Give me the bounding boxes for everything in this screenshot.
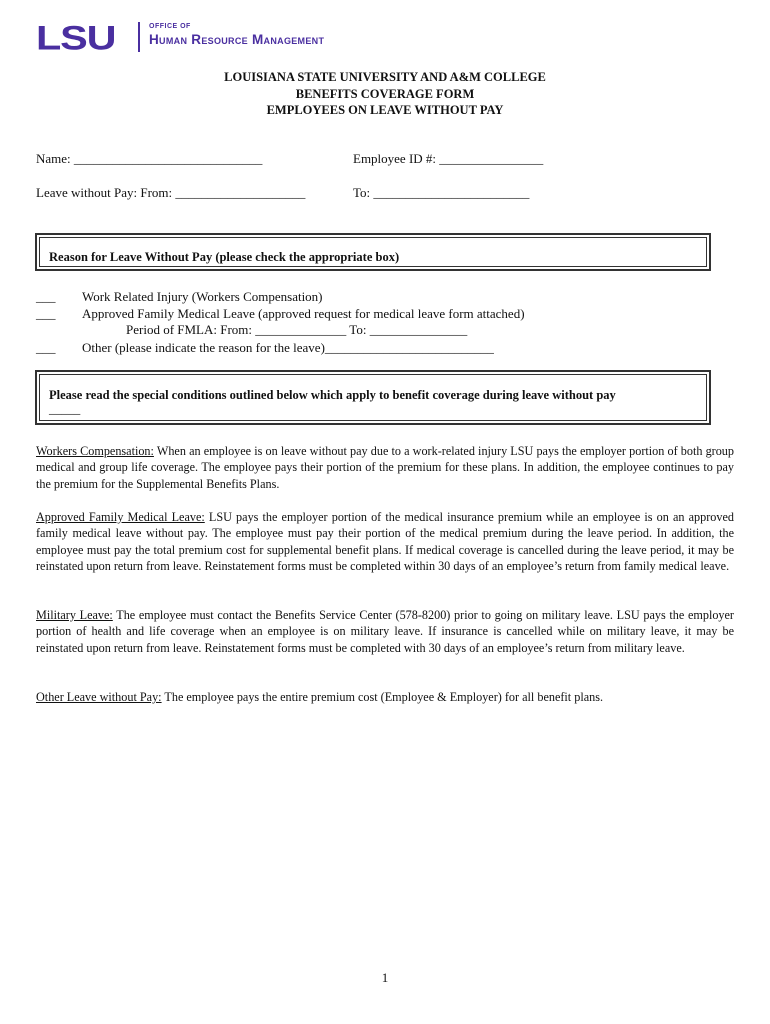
fmla-period-label[interactable]: Period of FMLA: From: ______________ To: _______________	[126, 322, 468, 337]
form-title	[0, 69, 770, 119]
title-line-1: LOUISIANA STATE UNIVERSITY AND A&M COLLEGE	[224, 70, 546, 84]
paragraph-heading: Other Leave without Pay:	[36, 690, 162, 704]
checkbox-blank[interactable]: ___	[36, 306, 56, 321]
paragraph-heading: Workers Compensation:	[36, 444, 154, 458]
reason-label: Work Related Injury (Workers Compensation)	[82, 289, 323, 304]
title-line-3: EMPLOYEES ON LEAVE WITHOUT PAY	[266, 103, 504, 117]
leave-from-field[interactable]: Leave without Pay: From: ____________________	[36, 185, 306, 200]
paragraph-body: The employee must contact the Benefits Service Center (578-8200) prior to going on military leave. LSU pays the employer portion of health and life coverage when an employee is on military leave. If insurance is cancelled while on military leave, it may be reinstated upon return from leave. Reinstatement forms must be completed with 30 days of an employee’s return from military leave.	[36, 608, 734, 655]
checkbox-blank[interactable]: ___	[36, 289, 56, 304]
checkbox-blank[interactable]: ___	[36, 340, 56, 355]
logo-divider	[138, 22, 140, 52]
paragraph-workers-compensation	[36, 443, 734, 492]
employee-id-field[interactable]: Employee ID #: ________________	[353, 151, 544, 166]
conditions-box	[35, 370, 711, 425]
logo-office-of: OFFICE OF	[149, 23, 191, 30]
conditions-box-heading: Please read the special conditions outlined below which apply to benefit coverage during leave without pay	[49, 388, 616, 402]
paragraph-other-leave	[36, 689, 734, 705]
paragraph-body: When an employee is on leave without pay due to a work-related injury LSU pays the employer portion of both group medical and group life coverage. The employee pays their portion of the premium for these plans. In addition, the employee continues to pay the premium for the Supplemental Benefits Plans.	[36, 444, 734, 491]
reason-label[interactable]: Other (please indicate the reason for the leave)__________________________	[82, 340, 494, 355]
logo-department: Human Resource Management	[149, 32, 325, 47]
reason-box-heading: Reason for Leave Without Pay (please check the appropriate box)	[49, 250, 400, 264]
paragraph-body: LSU pays the employer portion of the medical insurance premium while an employee is on an approved family medical leave without pay. The employee must pay their portion of the medical premium during the leave period. In addition, the employee must pay the total premium cost for supplemental benefit plans. If medical coverage is cancelled during the leave period, it may be reinstated upon return from leave. Reinstatement forms must be completed within 30 days of an employee’s return from family medical leave.	[36, 510, 734, 574]
paragraph-body: The employee pays the entire premium cost (Employee & Employer) for all benefit plans.	[161, 690, 604, 704]
logo-office-text	[149, 22, 324, 49]
paragraph-family-medical-leave	[36, 509, 734, 575]
paragraph-heading: Military Leave:	[36, 608, 113, 622]
lsu-hrm-logo	[36, 18, 325, 57]
name-field[interactable]: Name: _____________________________	[36, 151, 263, 166]
paragraph-heading: Approved Family Medical Leave:	[36, 510, 205, 524]
lsu-logo-mark: LSU	[36, 18, 116, 57]
paragraph-military-leave	[36, 607, 734, 656]
title-line-2: BENEFITS COVERAGE FORM	[295, 86, 475, 101]
leave-to-field[interactable]: To: ________________________	[353, 185, 530, 200]
page-number: 1	[381, 970, 389, 985]
reason-label: Approved Family Medical Leave (approved request for medical leave form attached)	[82, 306, 525, 321]
conditions-box-underline: _____	[49, 402, 81, 416]
reason-box	[35, 233, 711, 271]
